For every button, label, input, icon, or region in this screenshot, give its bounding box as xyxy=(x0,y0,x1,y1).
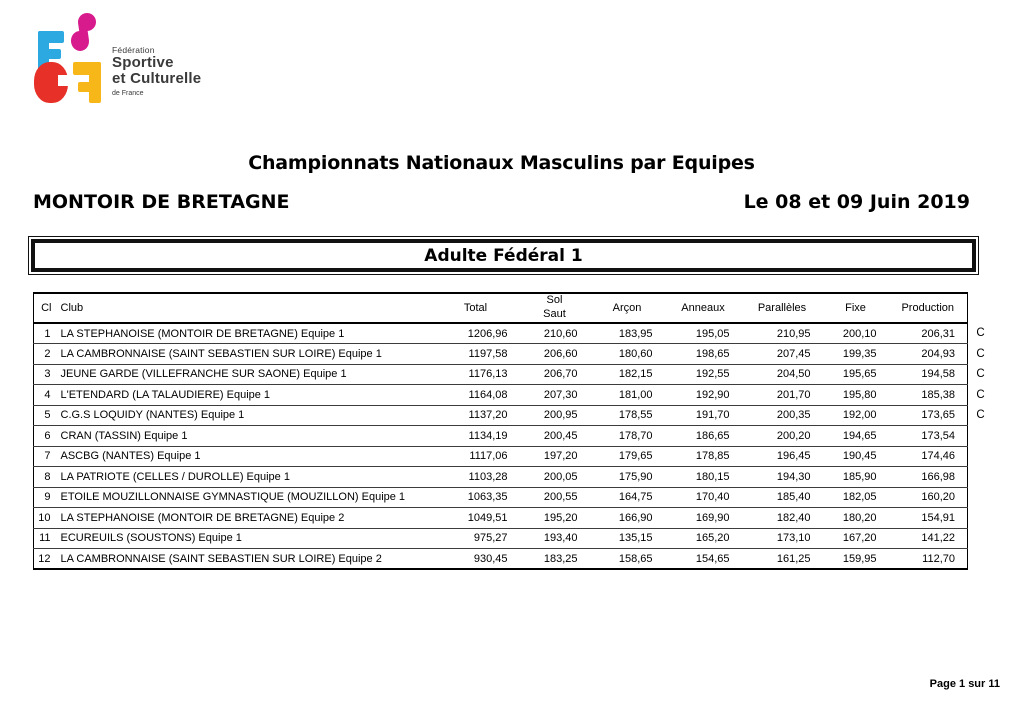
cell-arcon: 179,65 xyxy=(590,446,665,467)
cell-sol-saut: 200,55 xyxy=(520,487,590,508)
cell-flag xyxy=(968,426,994,447)
logo-shape xyxy=(38,31,64,43)
cell-total: 975,27 xyxy=(432,528,520,549)
cell-flag: C xyxy=(976,409,985,422)
cell-total: 1117,06 xyxy=(432,446,520,467)
logo-shape xyxy=(58,75,70,86)
fscf-logo xyxy=(0,0,230,115)
cell-club: ASCBG (NANTES) Equipe 1 xyxy=(54,446,432,467)
col-header-production: Production xyxy=(889,293,968,323)
cell-arcon: 180,60 xyxy=(590,344,665,365)
category-box xyxy=(31,239,976,272)
cell-production: 166,98 xyxy=(889,467,968,488)
results-table-container xyxy=(33,292,994,570)
logo-line-defrance: de France xyxy=(112,89,144,97)
cell-fixe: 182,05 xyxy=(823,487,889,508)
col-header-fixe: Fixe xyxy=(823,293,889,323)
cell-total: 1176,13 xyxy=(432,364,520,385)
page-number: Page 1 sur 11 xyxy=(929,678,1000,690)
cell-production: 185,38 xyxy=(889,385,968,406)
cell-sol-saut: 200,05 xyxy=(520,467,590,488)
cell-sol-saut: 207,30 xyxy=(520,385,590,406)
cell-anneaux: 191,70 xyxy=(665,405,742,426)
cell-paralleles: 194,30 xyxy=(742,467,823,488)
col-header-paralleles: Parallèles xyxy=(742,293,823,323)
cell-fixe: 195,65 xyxy=(823,364,889,385)
col-header-anneaux: Anneaux xyxy=(665,293,742,323)
fscf-yellow-f-icon xyxy=(73,62,101,103)
cell-anneaux: 198,65 xyxy=(665,344,742,365)
cell-arcon: 182,15 xyxy=(590,364,665,385)
cell-production: 173,65 xyxy=(889,405,968,426)
table-row xyxy=(34,487,994,508)
cell-fixe: 194,65 xyxy=(823,426,889,447)
cell-anneaux: 170,40 xyxy=(665,487,742,508)
cell-production: 204,93 xyxy=(889,344,968,365)
cell-club: LA STEPHANOISE (MONTOIR DE BRETAGNE) Equipe 2 xyxy=(54,508,432,529)
table-row xyxy=(34,549,994,570)
cell-anneaux: 180,15 xyxy=(665,467,742,488)
cell-total: 1197,58 xyxy=(432,344,520,365)
logo-line-sportive: Sportive xyxy=(112,53,174,71)
cell-arcon: 164,75 xyxy=(590,487,665,508)
cell-production: 173,54 xyxy=(889,426,968,447)
cell-arcon: 158,65 xyxy=(590,549,665,570)
logo-shape xyxy=(73,62,101,75)
logo-shape xyxy=(70,30,91,52)
cell-sol-saut: 197,20 xyxy=(520,446,590,467)
cell-anneaux: 169,90 xyxy=(665,508,742,529)
cell-anneaux: 165,20 xyxy=(665,528,742,549)
cell-paralleles: 207,45 xyxy=(742,344,823,365)
col-header-sol-saut xyxy=(520,293,590,323)
category-title: Adulte Fédéral 1 xyxy=(424,245,583,266)
cell-paralleles: 173,10 xyxy=(742,528,823,549)
cell-sol-saut: 183,25 xyxy=(520,549,590,570)
table-row xyxy=(34,446,994,467)
table-row xyxy=(34,528,994,549)
cell-paralleles: 200,35 xyxy=(742,405,823,426)
table-row xyxy=(34,426,994,447)
cell-club: C.G.S LOQUIDY (NANTES) Equipe 1 xyxy=(54,405,432,426)
col-header-total: Total xyxy=(432,293,520,323)
cell-anneaux: 186,65 xyxy=(665,426,742,447)
cell-fixe: 185,90 xyxy=(823,467,889,488)
cell-flag xyxy=(968,508,994,529)
cell-rank: 5 xyxy=(34,405,54,426)
fscf-pink-s-icon xyxy=(69,13,99,51)
cell-club: LA PATRIOTE (CELLES / DUROLLE) Equipe 1 xyxy=(54,467,432,488)
cell-total: 1049,51 xyxy=(432,508,520,529)
table-header xyxy=(34,293,994,323)
cell-arcon: 183,95 xyxy=(590,323,665,344)
cell-anneaux: 154,65 xyxy=(665,549,742,570)
cell-arcon: 135,15 xyxy=(590,528,665,549)
cell-flag xyxy=(968,549,994,570)
cell-sol-saut: 195,20 xyxy=(520,508,590,529)
cell-paralleles: 200,20 xyxy=(742,426,823,447)
cell-rank: 8 xyxy=(34,467,54,488)
cell-club: ETOILE MOUZILLONNAISE GYMNASTIQUE (MOUZILLON) Equipe 1 xyxy=(54,487,432,508)
logo-line-federation: Fédération xyxy=(112,45,155,55)
cell-rank: 1 xyxy=(34,323,54,344)
cell-production: 112,70 xyxy=(889,549,968,570)
cell-club: JEUNE GARDE (VILLEFRANCHE SUR SAONE) Equipe 1 xyxy=(54,364,432,385)
cell-fixe: 180,20 xyxy=(823,508,889,529)
cell-club: ECUREUILS (SOUSTONS) Equipe 1 xyxy=(54,528,432,549)
cell-club: LA CAMBRONNAISE (SAINT SEBASTIEN SUR LOIRE) Equipe 1 xyxy=(54,344,432,365)
table-row xyxy=(34,344,994,365)
cell-sol-saut: 193,40 xyxy=(520,528,590,549)
cell-sol-saut: 210,60 xyxy=(520,323,590,344)
cell-paralleles: 182,40 xyxy=(742,508,823,529)
cell-total: 1134,19 xyxy=(432,426,520,447)
table-row xyxy=(34,364,994,385)
table-row xyxy=(34,467,994,488)
cell-rank: 11 xyxy=(34,528,54,549)
cell-flag: C xyxy=(976,347,985,360)
col-header-sol: Sol xyxy=(546,294,563,307)
fscf-red-c-icon xyxy=(34,62,68,103)
table-row xyxy=(34,385,994,406)
cell-fixe: 167,20 xyxy=(823,528,889,549)
cell-paralleles: 161,25 xyxy=(742,549,823,570)
cell-rank: 3 xyxy=(34,364,54,385)
cell-rank: 7 xyxy=(34,446,54,467)
cell-rank: 10 xyxy=(34,508,54,529)
cell-fixe: 190,45 xyxy=(823,446,889,467)
cell-arcon: 178,55 xyxy=(590,405,665,426)
col-header-club: Club xyxy=(54,293,432,323)
table-row xyxy=(34,508,994,529)
logo-shape xyxy=(38,49,61,59)
cell-rank: 4 xyxy=(34,385,54,406)
table-row xyxy=(34,405,994,426)
cell-sol-saut: 200,95 xyxy=(520,405,590,426)
cell-flag xyxy=(968,446,994,467)
table-body xyxy=(34,323,994,569)
cell-production: 160,20 xyxy=(889,487,968,508)
cell-rank: 2 xyxy=(34,344,54,365)
cell-sol-saut: 206,70 xyxy=(520,364,590,385)
cell-production: 154,91 xyxy=(889,508,968,529)
cell-sol-saut: 206,60 xyxy=(520,344,590,365)
logo-shape xyxy=(78,82,101,92)
cell-arcon: 175,90 xyxy=(590,467,665,488)
cell-production: 141,22 xyxy=(889,528,968,549)
cell-production: 174,46 xyxy=(889,446,968,467)
event-location: MONTOIR DE BRETAGNE xyxy=(33,191,290,213)
cell-flag: C xyxy=(976,368,985,381)
table-header-row xyxy=(34,293,994,323)
cell-paralleles: 196,45 xyxy=(742,446,823,467)
cell-total: 1164,08 xyxy=(432,385,520,406)
cell-total: 1137,20 xyxy=(432,405,520,426)
col-header-arcon: Arçon xyxy=(590,293,665,323)
cell-anneaux: 178,85 xyxy=(665,446,742,467)
cell-club: L'ETENDARD (LA TALAUDIERE) Equipe 1 xyxy=(54,385,432,406)
page-title: Championnats Nationaux Masculins par Equipes xyxy=(248,152,755,174)
cell-paralleles: 210,95 xyxy=(742,323,823,344)
cell-paralleles: 204,50 xyxy=(742,364,823,385)
cell-total: 930,45 xyxy=(432,549,520,570)
cell-arcon: 181,00 xyxy=(590,385,665,406)
cell-fixe: 200,10 xyxy=(823,323,889,344)
cell-total: 1206,96 xyxy=(432,323,520,344)
cell-sol-saut: 200,45 xyxy=(520,426,590,447)
cell-production: 194,58 xyxy=(889,364,968,385)
cell-club: CRAN (TASSIN) Equipe 1 xyxy=(54,426,432,447)
cell-flag: C xyxy=(976,327,985,340)
cell-flag xyxy=(968,528,994,549)
cell-flag xyxy=(968,467,994,488)
cell-rank: 12 xyxy=(34,549,54,570)
col-header-cl: Cl xyxy=(34,293,54,323)
cell-club: LA CAMBRONNAISE (SAINT SEBASTIEN SUR LOIRE) Equipe 2 xyxy=(54,549,432,570)
cell-flag xyxy=(968,487,994,508)
cell-fixe: 199,35 xyxy=(823,344,889,365)
cell-paralleles: 201,70 xyxy=(742,385,823,406)
event-date: Le 08 et 09 Juin 2019 xyxy=(743,191,970,213)
cell-flag: C xyxy=(976,388,985,401)
logo-line-culturelle: et Culturelle xyxy=(112,70,202,88)
cell-anneaux: 192,90 xyxy=(665,385,742,406)
cell-fixe: 159,95 xyxy=(823,549,889,570)
cell-anneaux: 195,05 xyxy=(665,323,742,344)
cell-paralleles: 185,40 xyxy=(742,487,823,508)
results-table xyxy=(33,292,994,570)
subheader xyxy=(33,191,970,217)
cell-production: 206,31 xyxy=(889,323,968,344)
cell-arcon: 178,70 xyxy=(590,426,665,447)
cell-arcon: 166,90 xyxy=(590,508,665,529)
cell-total: 1103,28 xyxy=(432,467,520,488)
cell-fixe: 192,00 xyxy=(823,405,889,426)
cell-anneaux: 192,55 xyxy=(665,364,742,385)
table-row xyxy=(34,323,994,344)
col-header-flag xyxy=(968,293,994,323)
col-header-saut: Saut xyxy=(543,308,566,320)
cell-total: 1063,35 xyxy=(432,487,520,508)
cell-club: LA STEPHANOISE (MONTOIR DE BRETAGNE) Equipe 1 xyxy=(54,323,432,344)
cell-rank: 6 xyxy=(34,426,54,447)
fscf-logo-text xyxy=(112,46,201,97)
cell-fixe: 195,80 xyxy=(823,385,889,406)
cell-rank: 9 xyxy=(34,487,54,508)
